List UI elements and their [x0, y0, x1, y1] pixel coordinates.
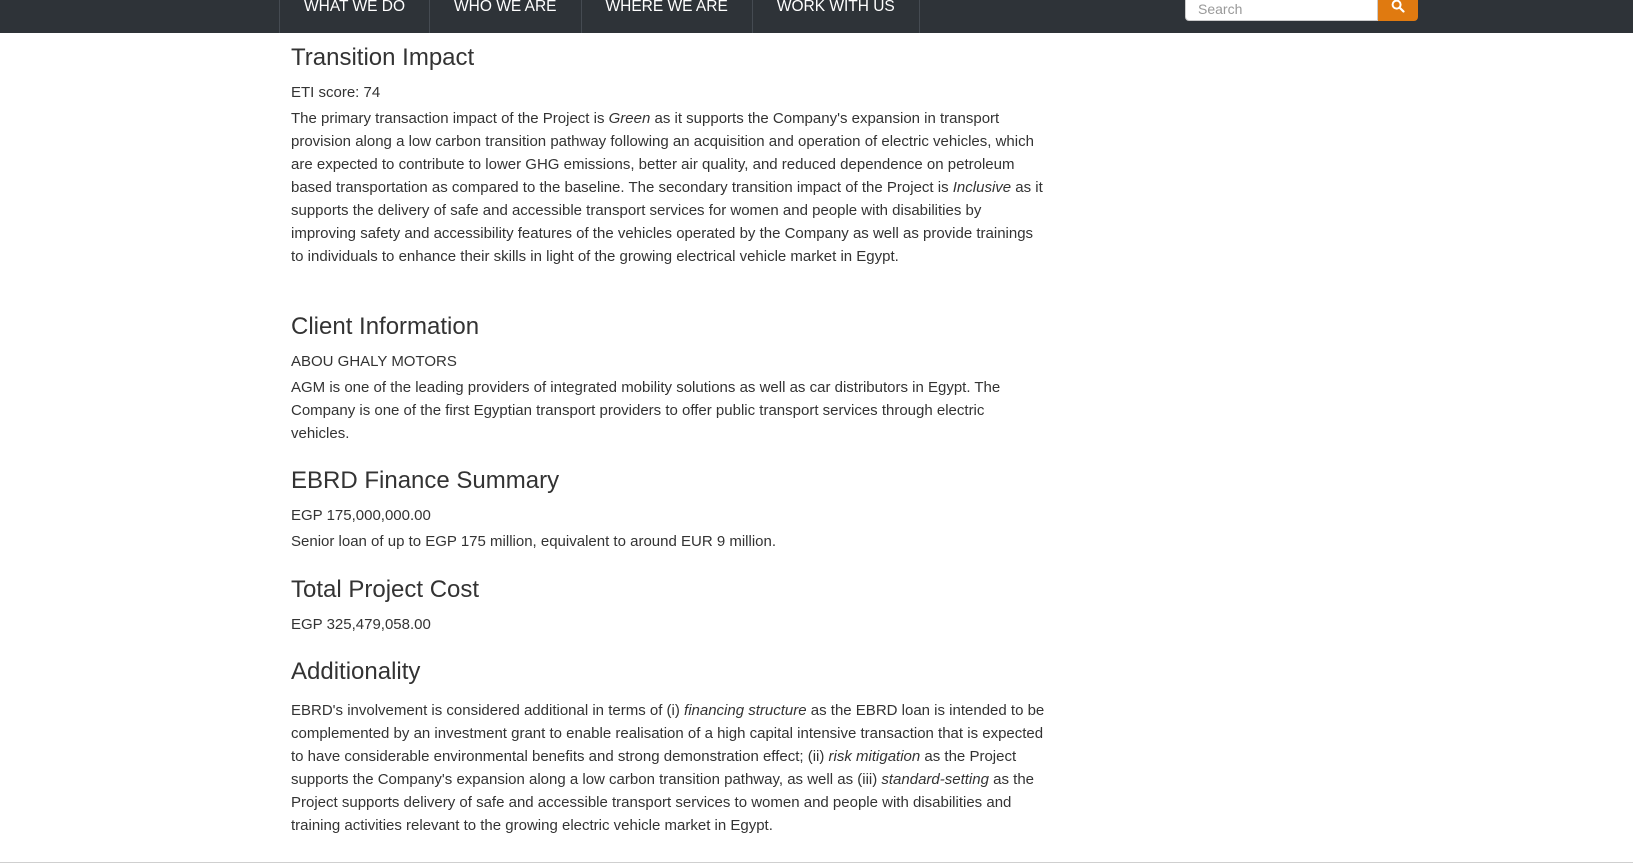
search-input[interactable] — [1185, 0, 1378, 21]
main-nav — [279, 0, 920, 33]
eti-score: ETI score: 74 — [291, 84, 381, 101]
transition-description: The primary transaction impact of the Project is Green as it supports the Company's expansion in transport provision along a low carbon transition pathway following an acquisition and operation of electric vehicles, which are expected to contribute to lower GHG emissions, better air quality, and reduced dependence on petroleum based transportation as compared to the baseline. The secondary transition impact of the Project is Inclusive as it supports the delivery of safe and accessible transport services for women and people with disabilities by improving safety and accessibility features of the vehicles operated by the Company as well as provide trainings to individuals to enhance their skills in light of the growing electrical vehicle market in Egypt. — [291, 110, 1043, 265]
search-button[interactable] — [1378, 0, 1418, 21]
section-title: EBRD Finance Summary — [291, 467, 560, 494]
top-navbar — [0, 0, 1633, 33]
search-form — [1185, 0, 1418, 21]
finance-summary-section — [291, 466, 1046, 553]
section-title: Additionality — [291, 658, 421, 685]
total-project-cost-section — [291, 575, 1046, 636]
section-title: Transition Impact — [291, 44, 475, 71]
nav-item-what-we-do[interactable]: WHAT WE DO — [280, 0, 430, 33]
nav-item-where-we-are[interactable]: WHERE WE ARE — [582, 0, 753, 33]
search-icon — [1391, 0, 1405, 18]
nav-item-who-we-are[interactable]: WHO WE ARE — [430, 0, 581, 33]
additionality-section — [291, 657, 1046, 837]
section-title: Total Project Cost — [291, 576, 480, 603]
footer-divider — [0, 862, 1633, 863]
additionality-description: EBRD's involvement is considered additional in terms of (i) financing structure as the EBRD loan is intended to be complemented by an investment grant to enable realisation of a high capital intensive transaction that is expected to have considerable environmental benefits and strong demonstration effect; (ii) risk mitigation as the Project supports the Company's expansion along a low carbon transition pathway, as well as (iii) standard-setting as the Project supports delivery of safe and accessible transport services to women and people with disabilities and training activities relevant to the growing electric vehicle market in Egypt. — [291, 702, 1045, 834]
project-cost-amount: EGP 325,479,058.00 — [291, 616, 431, 633]
transition-impact-section — [291, 43, 1046, 268]
client-name: ABOU GHALY MOTORS — [291, 353, 457, 370]
finance-amount: EGP 175,000,000.00 — [291, 507, 431, 524]
section-title: Client Information — [291, 313, 480, 340]
finance-description: Senior loan of up to EGP 175 million, equivalent to around EUR 9 million. — [291, 533, 777, 550]
nav-item-work-with-us[interactable]: WORK WITH US — [753, 0, 920, 33]
client-information-section — [291, 312, 1046, 445]
client-description: AGM is one of the leading providers of integrated mobility solutions as well as car distributors in Egypt. The Company is one of the first Egyptian transport providers to offer public transport services through electric vehicles. — [291, 379, 1001, 442]
